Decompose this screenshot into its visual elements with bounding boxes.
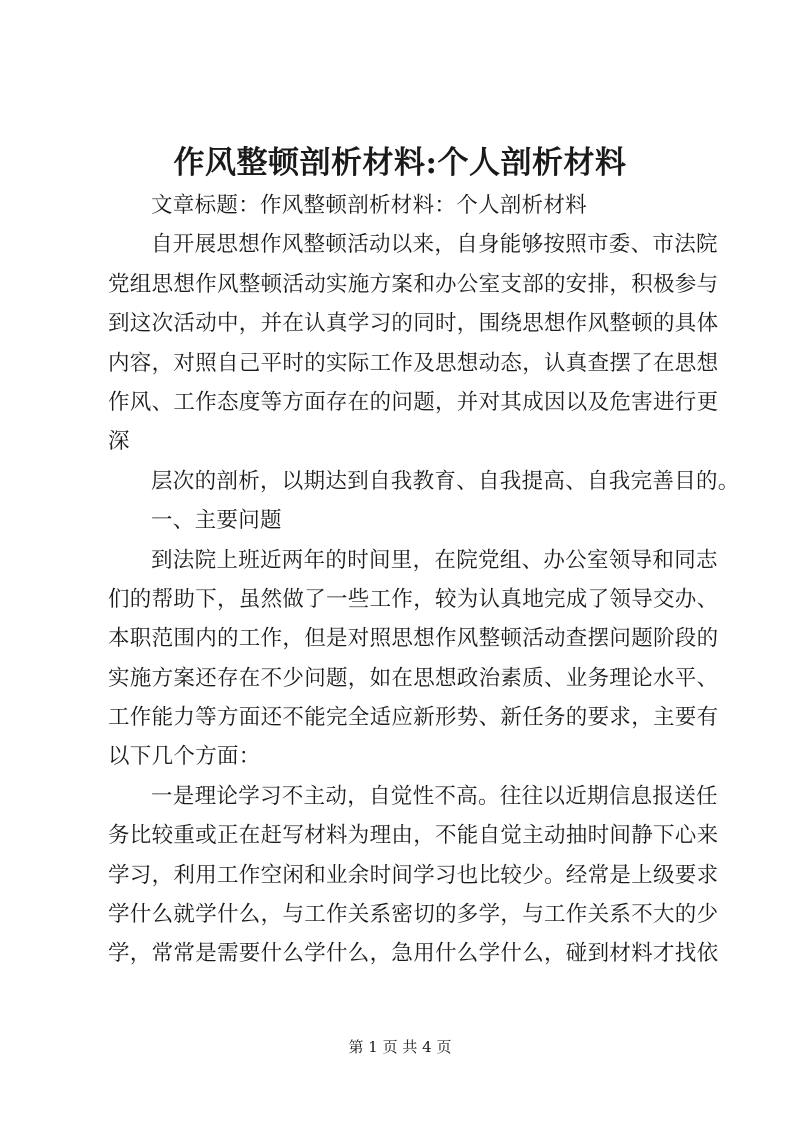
- text-line: 内容，对照自己平时的实际工作及思想动态，认真查摆了在思想: [108, 350, 719, 376]
- document-body: [108, 186, 740, 974]
- text-line: 学什么就学什么，与工作关系密切的多学，与工作关系不大的少: [108, 902, 719, 928]
- text-line: 文章标题：作风整顿剖析材料：个人剖析材料: [151, 193, 588, 218]
- text-line: 自开展思想作风整顿活动以来，自身能够按照市委、市法院: [151, 232, 718, 258]
- text-line: 学习，利用工作空闲和业余时间学习也比较少。经常是上级要求: [108, 862, 719, 888]
- text-line: 到法院上班近两年的时间里，在院党组、办公室领导和同志: [151, 547, 718, 573]
- text-line: 深: [108, 429, 130, 455]
- text-line: 工作能力等方面还不能完全适应新形势、新任务的要求，主要有: [108, 705, 719, 731]
- text-line: 们的帮助下，虽然做了一些工作，较为认真地完成了领导交办、: [108, 586, 719, 612]
- text-line: 一、主要问题: [151, 508, 282, 534]
- text-line: 作风、工作态度等方面存在的问题，并对其成因以及危害进行更: [108, 389, 719, 415]
- text-line: 到这次活动中，并在认真学习的同时，围绕思想作风整顿的具体: [108, 311, 719, 337]
- document-title: 作风整顿剖析材料:个人剖析材料: [173, 145, 627, 181]
- text-line: 实施方案还存在不少问题，如在思想政治素质、业务理论水平、: [108, 665, 719, 691]
- text-line: 本职范围内的工作，但是对照思想作风整顿活动查摆问题阶段的: [108, 626, 719, 652]
- text-line: 学，常常是需要什么学什么，急用什么学什么，碰到材料才找依: [108, 941, 719, 967]
- text-line: 一是理论学习不主动，自觉性不高。往往以近期信息报送任: [151, 783, 718, 809]
- text-line: 党组思想作风整顿活动实施方案和办公室支部的安排，积极参与: [108, 271, 719, 297]
- text-line: 以下几个方面：: [108, 744, 261, 770]
- text-line: 层次的剖析，以期达到自我教育、自我提高、自我完善目的。: [151, 468, 740, 494]
- page-footer: 第 1 页 共 4 页: [348, 1038, 452, 1056]
- text-line: 务比较重或正在赶写材料为理由，不能自觉主动抽时间静下心来: [108, 823, 719, 849]
